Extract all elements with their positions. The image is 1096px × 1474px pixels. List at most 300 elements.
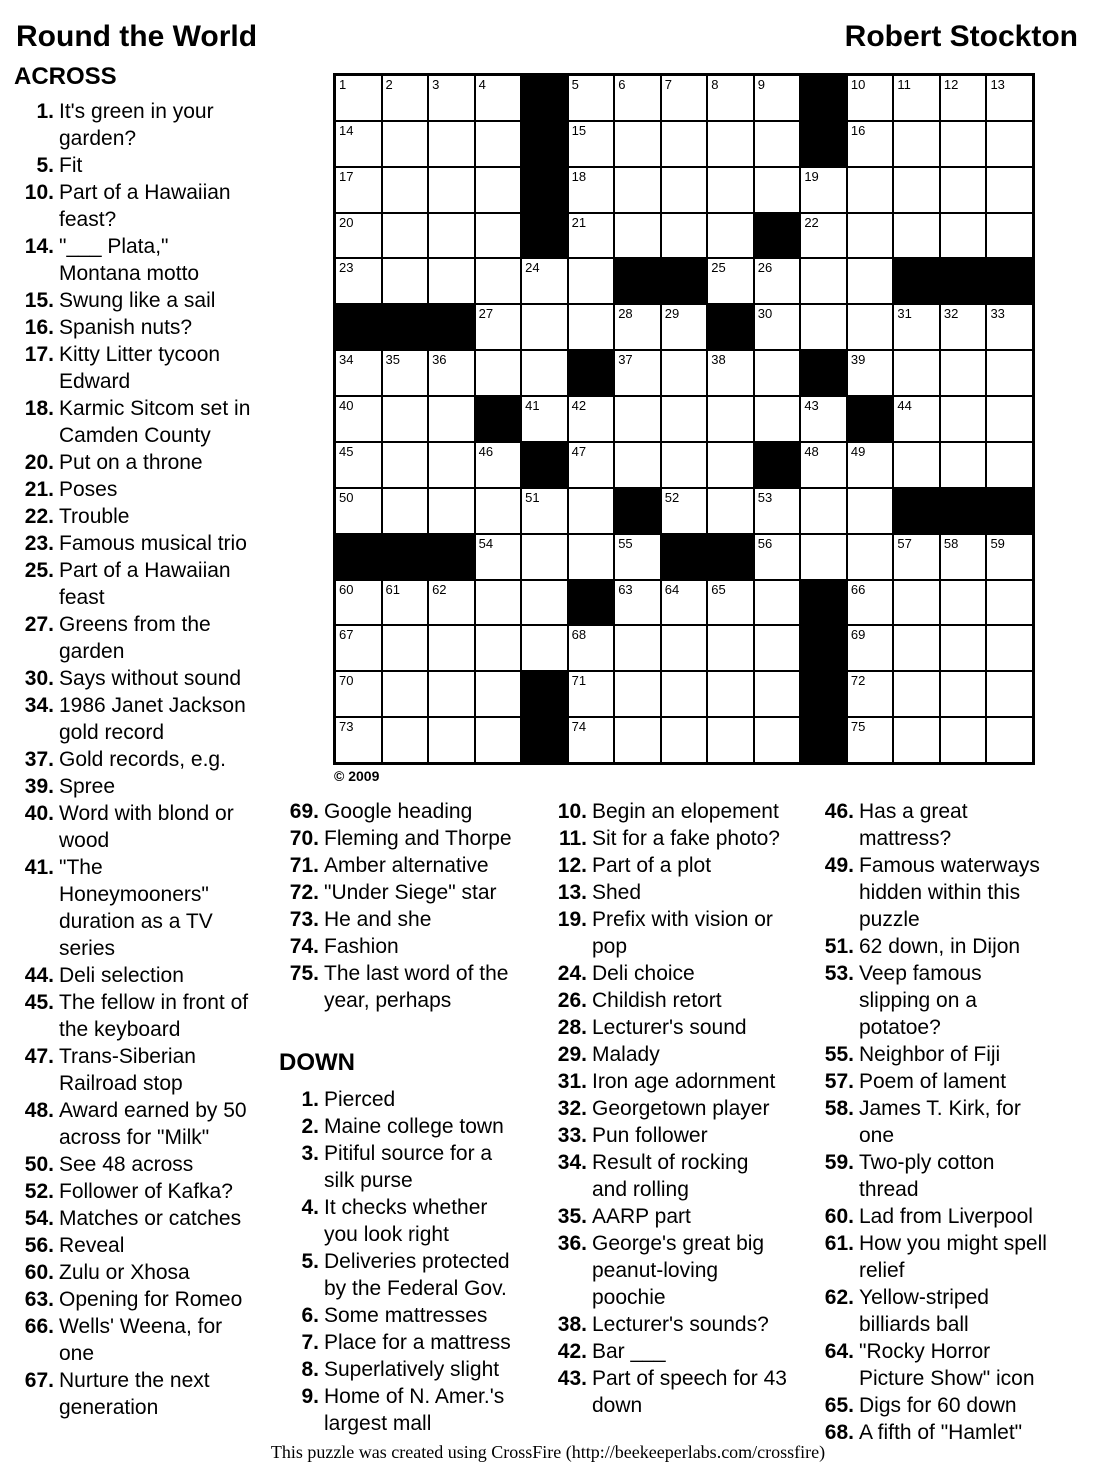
grid-cell-black — [801, 351, 846, 395]
clue-across-44 — [14, 962, 314, 989]
grid-cell[interactable] — [708, 214, 753, 258]
cell-number: 40 — [339, 398, 354, 414]
grid-cell[interactable] — [429, 443, 474, 487]
grid-cell[interactable] — [987, 581, 1032, 625]
grid-cell[interactable] — [522, 305, 567, 349]
grid-cell[interactable] — [848, 535, 893, 579]
grid-cell[interactable] — [383, 626, 428, 670]
grid-cell[interactable] — [662, 489, 707, 533]
grid-cell[interactable] — [848, 122, 893, 166]
grid-cell[interactable] — [662, 351, 707, 395]
cell-number: 23 — [339, 260, 354, 276]
cell-number: 64 — [664, 581, 680, 597]
grid-cell[interactable] — [894, 672, 939, 716]
grid-cell[interactable] — [987, 718, 1032, 762]
grid-cell[interactable] — [429, 718, 474, 762]
grid-cell[interactable] — [383, 672, 428, 716]
grid-cell[interactable] — [383, 168, 428, 212]
grid-cell[interactable] — [615, 672, 660, 716]
grid-cell[interactable] — [708, 626, 753, 670]
grid-cell[interactable] — [476, 76, 521, 120]
grid-cell[interactable] — [755, 351, 800, 395]
grid-cell-black — [522, 672, 567, 716]
clue-across-66 — [14, 1313, 314, 1367]
cell-number: 59 — [990, 535, 1005, 551]
grid-cell[interactable] — [941, 626, 986, 670]
clue-down-65 — [814, 1392, 1084, 1419]
grid-cell[interactable] — [801, 259, 846, 303]
grid-cell[interactable] — [894, 397, 939, 441]
grid-cell[interactable] — [429, 672, 474, 716]
grid-cell[interactable] — [894, 718, 939, 762]
grid-cell[interactable] — [569, 305, 614, 349]
grid-cell[interactable] — [383, 214, 428, 258]
clue-across-63 — [14, 1286, 314, 1313]
clue-down-38 — [547, 1311, 803, 1338]
grid-cell[interactable] — [336, 259, 381, 303]
clue-number: 8. — [301, 1358, 319, 1381]
clue-number: 46. — [824, 800, 854, 823]
grid-cell[interactable] — [476, 535, 521, 579]
grid-cell[interactable] — [708, 259, 753, 303]
grid-cell[interactable] — [662, 672, 707, 716]
grid-cell[interactable] — [615, 535, 660, 579]
grid-cell[interactable] — [336, 672, 381, 716]
grid-cell[interactable] — [476, 443, 521, 487]
grid-cell[interactable] — [941, 122, 986, 166]
grid-cell[interactable] — [941, 76, 986, 120]
clue-number: 71. — [289, 854, 319, 877]
grid-cell[interactable] — [848, 672, 893, 716]
clue-down-4 — [279, 1194, 535, 1248]
clue-number: 37. — [24, 748, 54, 771]
clue-text: Maine college town — [324, 1115, 504, 1138]
cell-number: 57 — [897, 535, 912, 551]
grid-cell[interactable] — [336, 122, 381, 166]
grid-cell[interactable] — [429, 76, 474, 120]
grid-cell[interactable] — [476, 718, 521, 762]
clue-number: 34. — [24, 694, 54, 717]
grid-cell[interactable] — [615, 443, 660, 487]
grid-cell[interactable] — [848, 168, 893, 212]
grid-cell[interactable] — [615, 305, 660, 349]
grid-cell[interactable] — [801, 168, 846, 212]
clue-number: 25. — [24, 559, 54, 582]
clue-across-25 — [14, 557, 314, 611]
clue-down-8 — [279, 1356, 535, 1383]
grid-cell[interactable] — [383, 259, 428, 303]
grid-cell[interactable] — [522, 581, 567, 625]
grid-cell-black — [801, 626, 846, 670]
clue-text: Famous musical trio — [59, 532, 247, 555]
grid-cell[interactable] — [755, 626, 800, 670]
grid-cell[interactable] — [336, 397, 381, 441]
grid-cell[interactable] — [522, 489, 567, 533]
grid-cell[interactable] — [476, 626, 521, 670]
grid-cell[interactable] — [894, 122, 939, 166]
grid-cell[interactable] — [615, 718, 660, 762]
grid-cell[interactable] — [615, 76, 660, 120]
grid-cell[interactable] — [476, 305, 521, 349]
grid-cell[interactable] — [476, 122, 521, 166]
grid-cell[interactable] — [708, 397, 753, 441]
bottom-clues-column-1 — [279, 798, 535, 1437]
clue-text: "Rocky Horror Picture Show" icon — [859, 1340, 1035, 1390]
clue-text: Greens from the garden — [59, 613, 211, 663]
grid-cell[interactable] — [755, 122, 800, 166]
grid-cell[interactable] — [755, 672, 800, 716]
grid-cell[interactable] — [801, 535, 846, 579]
grid-cell-black — [941, 259, 986, 303]
grid-cell[interactable] — [336, 489, 381, 533]
grid-cell-black — [848, 397, 893, 441]
grid-cell[interactable] — [429, 626, 474, 670]
clue-number: 56. — [24, 1234, 54, 1257]
grid-cell[interactable] — [336, 214, 381, 258]
grid-cell[interactable] — [848, 76, 893, 120]
grid-cell[interactable] — [987, 305, 1032, 349]
grid-cell[interactable] — [941, 397, 986, 441]
grid-cell[interactable] — [662, 443, 707, 487]
grid-cell[interactable] — [894, 351, 939, 395]
grid-cell[interactable] — [708, 718, 753, 762]
grid-cell[interactable] — [755, 259, 800, 303]
cell-number: 49 — [850, 443, 866, 459]
grid-cell[interactable] — [894, 535, 939, 579]
cell-number: 33 — [990, 306, 1005, 322]
grid-cell[interactable] — [476, 351, 521, 395]
clue-number: 31. — [557, 1070, 587, 1093]
cell-number: 19 — [804, 168, 819, 184]
grid-cell[interactable] — [336, 443, 381, 487]
grid-cell[interactable] — [662, 76, 707, 120]
grid-cell[interactable] — [615, 214, 660, 258]
grid-cell[interactable] — [708, 672, 753, 716]
grid-cell[interactable] — [476, 672, 521, 716]
clue-text: Home of N. Amer.'s largest mall — [324, 1385, 505, 1435]
clue-down-46 — [814, 798, 1084, 852]
across-clue-list — [14, 98, 314, 1421]
grid-cell[interactable] — [429, 489, 474, 533]
clue-number: 15. — [24, 289, 54, 312]
grid-cell-black — [801, 76, 846, 120]
grid-cell-black — [615, 259, 660, 303]
clue-across-72 — [279, 879, 535, 906]
grid-cell[interactable] — [755, 397, 800, 441]
grid-cell[interactable] — [522, 535, 567, 579]
clue-down-34 — [547, 1149, 803, 1203]
grid-cell[interactable] — [708, 489, 753, 533]
grid-cell[interactable] — [476, 214, 521, 258]
grid-cell[interactable] — [755, 535, 800, 579]
grid-cell[interactable] — [755, 718, 800, 762]
grid-cell[interactable] — [569, 535, 614, 579]
clue-text: It checks whether you look right — [324, 1196, 488, 1246]
grid-cell[interactable] — [941, 305, 986, 349]
cell-number: 9 — [757, 77, 766, 92]
grid-cell[interactable] — [848, 581, 893, 625]
grid-cell[interactable] — [615, 168, 660, 212]
grid-cell[interactable] — [615, 397, 660, 441]
clue-number: 41. — [24, 856, 54, 879]
grid-cell[interactable] — [476, 259, 521, 303]
grid-cell[interactable] — [848, 443, 893, 487]
grid-cell[interactable] — [848, 718, 893, 762]
grid-cell[interactable] — [801, 443, 846, 487]
clue-text: Fleming and Thorpe — [324, 827, 512, 850]
clue-text: Award earned by 50 across for "Milk" — [59, 1099, 247, 1149]
clue-text: A fifth of "Hamlet" — [859, 1421, 1023, 1444]
cell-number: 46 — [478, 443, 494, 459]
clue-down-55 — [814, 1041, 1084, 1068]
grid-cell[interactable] — [755, 305, 800, 349]
cell-number: 25 — [711, 260, 726, 276]
grid-cell[interactable] — [894, 214, 939, 258]
grid-cell[interactable] — [941, 718, 986, 762]
grid-cell[interactable] — [708, 122, 753, 166]
grid-cell[interactable] — [383, 718, 428, 762]
grid-cell[interactable] — [987, 76, 1032, 120]
clue-down-49 — [814, 852, 1084, 933]
crossword-grid — [333, 73, 1035, 765]
clue-across-67 — [14, 1367, 314, 1421]
clue-number: 40. — [24, 802, 54, 825]
clue-number: 21. — [24, 478, 54, 501]
grid-cell[interactable] — [615, 122, 660, 166]
grid-cell[interactable] — [662, 581, 707, 625]
grid-cell[interactable] — [662, 626, 707, 670]
grid-cell[interactable] — [522, 626, 567, 670]
clue-down-11 — [547, 825, 803, 852]
grid-cell[interactable] — [987, 397, 1032, 441]
clue-number: 24. — [557, 962, 587, 985]
grid-cell[interactable] — [569, 489, 614, 533]
grid-cell-black — [522, 76, 567, 120]
grid-cell[interactable] — [894, 76, 939, 120]
grid-cell[interactable] — [569, 168, 614, 212]
clue-number: 72. — [289, 881, 319, 904]
grid-cell[interactable] — [848, 351, 893, 395]
grid-cell[interactable] — [383, 122, 428, 166]
clue-across-45 — [14, 989, 314, 1043]
grid-cell[interactable] — [894, 443, 939, 487]
grid-cell[interactable] — [848, 259, 893, 303]
clue-number: 50. — [24, 1153, 54, 1176]
clue-text: He and she — [324, 908, 432, 931]
grid-cell[interactable] — [336, 581, 381, 625]
grid-cell[interactable] — [848, 489, 893, 533]
grid-cell[interactable] — [476, 168, 521, 212]
grid-cell[interactable] — [801, 489, 846, 533]
grid-cell[interactable] — [941, 535, 986, 579]
clue-across-1 — [14, 98, 314, 152]
grid-cell[interactable] — [894, 168, 939, 212]
grid-cell[interactable] — [941, 168, 986, 212]
clue-across-48 — [14, 1097, 314, 1151]
clue-number: 35. — [557, 1205, 587, 1228]
grid-cell[interactable] — [987, 672, 1032, 716]
cell-number: 11 — [897, 77, 911, 92]
clue-number: 5. — [301, 1250, 319, 1273]
cell-number: 35 — [385, 352, 400, 368]
grid-cell[interactable] — [708, 76, 753, 120]
grid-cell[interactable] — [941, 214, 986, 258]
clue-number: 49. — [824, 854, 854, 877]
grid-cell[interactable] — [987, 535, 1032, 579]
clue-text: Deli selection — [59, 964, 184, 987]
grid-cell[interactable] — [429, 122, 474, 166]
grid-cell[interactable] — [522, 397, 567, 441]
grid-cell[interactable] — [522, 259, 567, 303]
grid-cell[interactable] — [755, 489, 800, 533]
cell-number: 24 — [525, 260, 540, 276]
grid-cell[interactable] — [662, 122, 707, 166]
grid-cell[interactable] — [615, 581, 660, 625]
cell-number: 54 — [478, 535, 494, 551]
grid-cell[interactable] — [336, 168, 381, 212]
cell-number: 7 — [664, 77, 672, 92]
clue-across-15 — [14, 287, 314, 314]
grid-cell-black — [522, 214, 567, 258]
grid-cell[interactable] — [569, 214, 614, 258]
grid-cell[interactable] — [801, 214, 846, 258]
grid-cell[interactable] — [429, 397, 474, 441]
grid-cell[interactable] — [429, 259, 474, 303]
clue-number: 62. — [824, 1286, 854, 1309]
grid-cell[interactable] — [662, 214, 707, 258]
grid-cell[interactable] — [569, 443, 614, 487]
clue-down-64 — [814, 1338, 1084, 1392]
grid-cell[interactable] — [336, 626, 381, 670]
grid-cell[interactable] — [708, 443, 753, 487]
grid-cell[interactable] — [755, 76, 800, 120]
grid-cell[interactable] — [987, 443, 1032, 487]
grid-cell[interactable] — [336, 351, 381, 395]
grid-cell[interactable] — [429, 214, 474, 258]
grid-cell[interactable] — [383, 443, 428, 487]
clue-text: Deliveries protected by the Federal Gov. — [324, 1250, 510, 1300]
grid-cell[interactable] — [429, 581, 474, 625]
grid-cell[interactable] — [708, 581, 753, 625]
grid-cell[interactable] — [383, 489, 428, 533]
grid-cell[interactable] — [987, 122, 1032, 166]
grid-cell[interactable] — [941, 443, 986, 487]
grid-cell[interactable] — [708, 168, 753, 212]
grid-cell[interactable] — [569, 122, 614, 166]
grid-cell-black — [941, 489, 986, 533]
clue-down-36 — [547, 1230, 803, 1311]
grid-cell[interactable] — [383, 397, 428, 441]
grid-cell[interactable] — [941, 581, 986, 625]
grid-cell[interactable] — [987, 168, 1032, 212]
grid-cell[interactable] — [336, 718, 381, 762]
grid-cell[interactable] — [987, 626, 1032, 670]
grid-cell[interactable] — [894, 626, 939, 670]
grid-cell[interactable] — [848, 214, 893, 258]
grid-cell[interactable] — [429, 351, 474, 395]
clue-number: 5. — [36, 154, 54, 177]
grid-cell[interactable] — [569, 397, 614, 441]
grid-cell[interactable] — [383, 581, 428, 625]
clue-down-24 — [547, 960, 803, 987]
clue-text: Trans-Siberian Railroad stop — [59, 1045, 196, 1095]
grid-cell[interactable] — [336, 76, 381, 120]
grid-cell-black — [336, 535, 381, 579]
clue-down-59 — [814, 1149, 1084, 1203]
grid-cell[interactable] — [941, 672, 986, 716]
cell-number: 43 — [804, 398, 819, 414]
grid-cell[interactable] — [801, 305, 846, 349]
clue-across-56 — [14, 1232, 314, 1259]
grid-cell[interactable] — [383, 351, 428, 395]
grid-cell[interactable] — [383, 76, 428, 120]
grid-cell[interactable] — [941, 351, 986, 395]
grid-cell[interactable] — [615, 626, 660, 670]
grid-cell[interactable] — [476, 489, 521, 533]
grid-cell[interactable] — [662, 168, 707, 212]
clue-text: Spanish nuts? — [59, 316, 193, 339]
grid-cell[interactable] — [615, 351, 660, 395]
clue-number: 1. — [301, 1088, 319, 1111]
clue-across-41 — [14, 854, 314, 962]
grid-cell[interactable] — [894, 305, 939, 349]
grid-cell[interactable] — [522, 351, 567, 395]
grid-cell-black — [615, 489, 660, 533]
grid-cell[interactable] — [569, 672, 614, 716]
grid-cell-black — [662, 259, 707, 303]
grid-cell-black — [569, 351, 614, 395]
clue-number: 53. — [824, 962, 854, 985]
grid-cell[interactable] — [662, 397, 707, 441]
clue-text: Opening for Romeo — [59, 1288, 243, 1311]
cell-number: 69 — [850, 627, 866, 643]
grid-cell[interactable] — [987, 214, 1032, 258]
grid-cell[interactable] — [662, 305, 707, 349]
grid-cell[interactable] — [801, 397, 846, 441]
clue-number: 34. — [557, 1151, 587, 1174]
grid-cell[interactable] — [848, 305, 893, 349]
grid-cell[interactable] — [894, 581, 939, 625]
grid-cell[interactable] — [987, 351, 1032, 395]
copyright-notice: © 2009 — [334, 768, 380, 784]
grid-cell[interactable] — [569, 76, 614, 120]
clue-across-20 — [14, 449, 314, 476]
grid-cell[interactable] — [708, 351, 753, 395]
clue-number: 38. — [557, 1313, 587, 1336]
clue-down-19 — [547, 906, 803, 960]
clue-down-12 — [547, 852, 803, 879]
grid-cell[interactable] — [429, 168, 474, 212]
grid-cell[interactable] — [662, 718, 707, 762]
grid-cell[interactable] — [569, 626, 614, 670]
cell-number: 58 — [943, 535, 959, 551]
clue-number: 22. — [24, 505, 54, 528]
clue-number: 30. — [24, 667, 54, 690]
grid-cell-black — [383, 535, 428, 579]
grid-cell[interactable] — [476, 581, 521, 625]
clue-text: Pitiful source for a silk purse — [324, 1142, 493, 1192]
clue-down-6 — [279, 1302, 535, 1329]
clue-down-33 — [547, 1122, 803, 1149]
grid-cell[interactable] — [569, 718, 614, 762]
clue-text: Bar ___ — [592, 1340, 666, 1363]
grid-cell[interactable] — [755, 168, 800, 212]
grid-cell[interactable] — [848, 626, 893, 670]
grid-cell[interactable] — [569, 259, 614, 303]
clue-number: 33. — [557, 1124, 587, 1147]
clue-text: Deli choice — [592, 962, 695, 985]
grid-cell[interactable] — [755, 581, 800, 625]
